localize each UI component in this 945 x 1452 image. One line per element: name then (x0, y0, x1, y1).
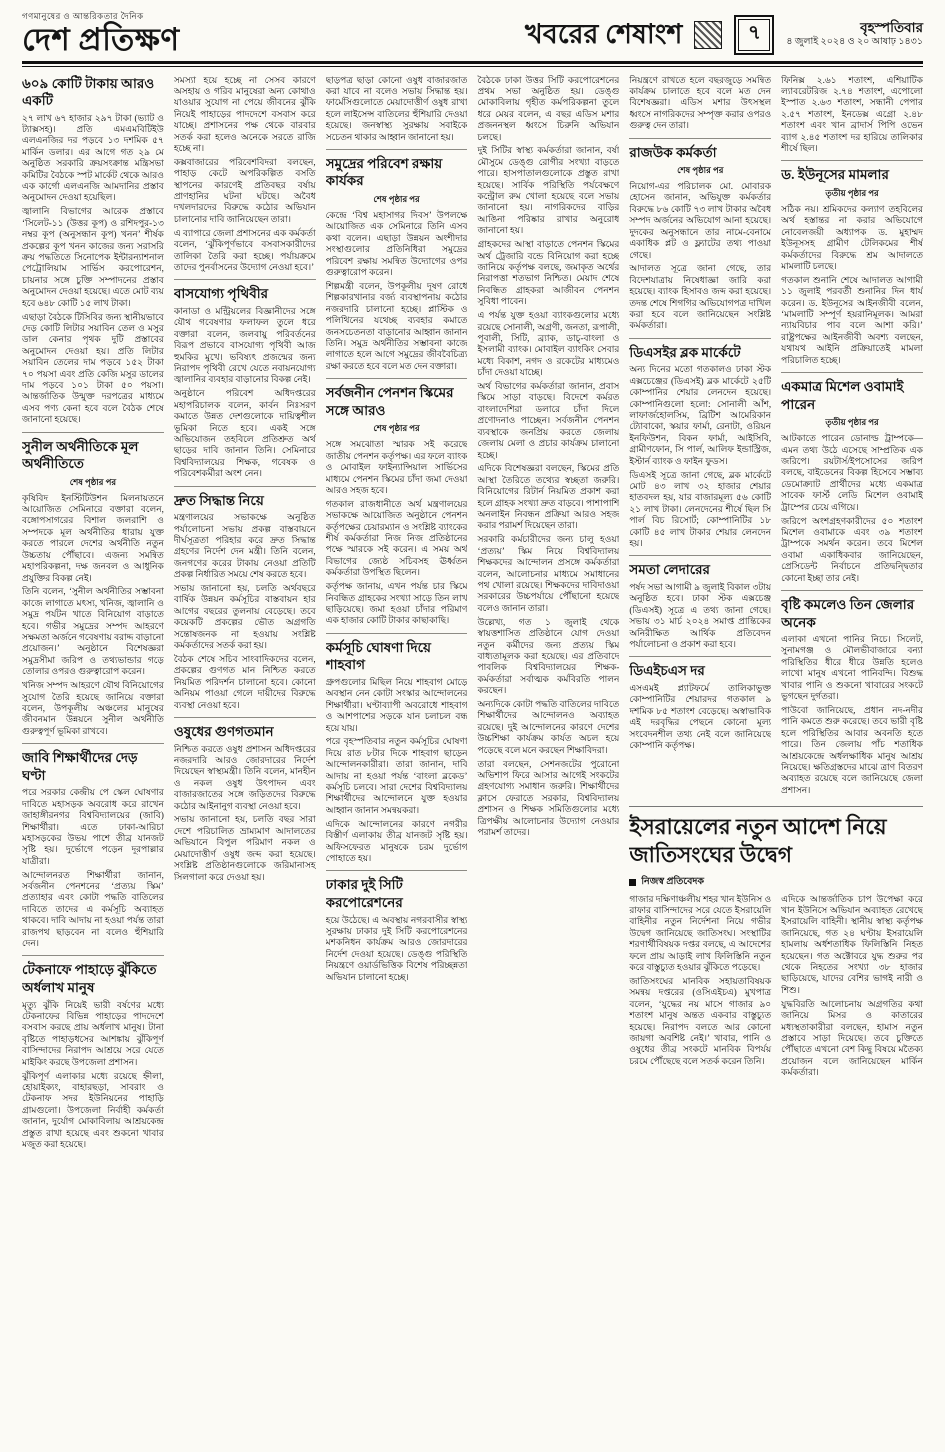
masthead (22, 12, 923, 64)
article-paragraph: গতকাল রাজধানীতে অর্থ মন্ত্রণালয়ের সভাকক্ষে আয়োজিত অনুষ্ঠানে পেনশন কর্তৃপক্ষের চেয়ারম্যান ও সংশ্লিষ্ট ব্যাংকের শীর্ষ কর্মকর্তারা নিজ নিজ প্রতিষ্ঠানের পক্ষে স্মারকে সই করেন। এ সময় অর্থ বিভাগের জ্যেষ্ঠ সচিবসহ ঊর্ধ্বতন কর্মকর্তারা উপস্থিত ছিলেন। (325, 498, 468, 578)
article (326, 75, 468, 143)
article (629, 656, 771, 751)
article-headline: জাবি শিক্ষার্থীদের দেড় ঘণ্টা (22, 750, 138, 783)
article (326, 149, 468, 372)
article-paragraph: মৃত্যু ঝুঁকি নিয়েই ভারী বর্ষণের মধ্যে টেকনাফের বিভিন্ন পাহাড়ের পাদদেশে বসবাস করছে প্রায় অর্ধলাখ মানুষ। টানা বৃষ্টিতে পাহাড়ধসের আশঙ্কায় ঝুঁকিপূর্ণ বাসিন্দাদের নিরাপদ আশ্রয়ে সরে যেতে মাইকিং করছে উপজেলা প্রশাসন। (22, 999, 164, 1067)
article-paragraph: জরিপে অংশগ্রহণকারীদের ৫০ শতাংশ মিশেল ওবামাকে এবং ৩৯ শতাংশ ট্রাম্পকে সমর্থন করেন। তবে মিশেল ওবামা একাধিকবার জানিয়েছেন, প্রেসিডেন্ট নির্বাচনে প্রতিদ্বন্দ্বিতার কোনো ইচ্ছা তার নেই। (781, 515, 923, 583)
article-headline: ওষুধের গুণগতমান (173, 724, 274, 739)
article (781, 75, 923, 155)
news-column-4 (477, 75, 619, 1417)
news-column-3 (326, 75, 468, 1417)
news-column-5 (629, 75, 771, 799)
news-column-1 (22, 75, 164, 1417)
article-headline: রাজউক কর্মকর্তা (629, 144, 717, 160)
paper-name: দেশ প্রতিক্ষণ (22, 21, 180, 57)
article-paragraph: সমস্যা হয়ে হচ্ছে না সেসব কারণে অসহায় ও গরিব মানুষেরা অন্য কোথাও যাওয়ার সুযোগ না পেয়ে জীবনের ঝুঁকি নিয়েই পাহাড়ের পাদদেশে বসবাস করে যাচ্ছে। প্রশাসনের পক্ষ থেকে বারবার সতর্ক করা হলেও অনেকে সরতে রাজি হচ্ছে না। (173, 74, 316, 153)
article-headline: ড. ইউনূসের মামলার (781, 167, 889, 183)
article (629, 138, 771, 332)
article-paragraph: বৈঠক শেষে সচিব সাংবাদিকদের বলেন, প্রকল্পের গুণগত মান নিশ্চিত করতে নিয়মিত পরিদর্শন চালানো হবে। কোনো অনিয়ম পাওয়া গেলে দায়ীদের বিরুদ্ধে ব্যবস্থা নেওয়া হবে। (173, 653, 316, 710)
news-column-6 (781, 75, 923, 799)
masthead-right (525, 15, 923, 55)
feature-article (629, 806, 923, 1417)
feature-paragraph: জাতিসংঘের মানবিক সহায়তাবিষয়ক সমন্বয় দপ্তরের (ওসিএইচএ) মুখপাত্র বলেন, ‘যুদ্ধের নয় মাসে গাজার ৯০ শতাংশ মানুষ অন্তত একবার বাস্তুচ্যুত হয়েছে। নিরাপদ বলতে আর কোনো জায়গা অবশিষ্ট নেই।’ খাবার, পানি ও ওষুধের তীব্র সংকটে মানবিক বিপর্যয় চরমে পৌঁছেছে বলে সতর্ক করেন তিনি। (629, 975, 772, 1066)
article-paragraph: সভায় জানানো হয়, চলতি অর্থবছরে বার্ষিক উন্নয়ন কর্মসূচির বাস্তবায়ন হার আগের বছরের তুলনায় বেড়েছে। তবে কয়েকটি প্রকল্পের ভৌত অগ্রগতি সন্তোষজনক না হওয়ায় সংশ্লিষ্ট কর্মকর্তাদের সতর্ক করা হয়। (173, 583, 316, 651)
article-headline: টেকনাফে পাহাড়ে ঝুঁকিতে অর্ধলাখ মানুষ (22, 962, 157, 996)
article-paragraph: এছাড়া বৈঠকে টিসিবির জন্য স্থানীয়ভাবে দেড় কোটি লিটার সয়াবিন তেল ও মসুর ডাল কেনার পৃথক দুটি প্রস্তাবের অনুমোদন দেওয়া হয়। প্রতি লিটার সয়াবিন তেলের দাম পড়বে ১৫২ টাকা ৭০ পয়সা এবং প্রতি কেজি মসুর ডালের দাম পড়বে ১০১ টাকা ৫০ পয়সা। আন্তর্জাতিক উন্মুক্ত দরপত্রের মাধ্যমে এসব পণ্য কেনা হবে বলে বৈঠক শেষে জানানো হয়েছে। (22, 311, 164, 425)
article (781, 160, 923, 366)
byline-marker-icon (629, 879, 636, 886)
article-paragraph: বৈঠকে ঢাকা উত্তর সিটি করপোরেশনের প্রথম সভা অনুষ্ঠিত হয়। ডেঙ্গু মোকাবিলায় গৃহীত কর্মপরিকল্পনা তুলে ধরে মেয়র বলেন, এ বছর এডিস মশার প্রজননস্থল ধ্বংসে চিরুনি অভিযান চলছে। (477, 74, 620, 142)
continuation-note: শেষ পৃষ্ঠার পর (373, 423, 420, 434)
article-headline: কর্মসূচি ঘোষণা দিয়ে শাহবাগ (325, 639, 431, 673)
article-paragraph: এলাকা এখনো পানির নিচে। সিলেট, সুনামগঞ্জ ও মৌলভীবাজারে বন্যা পরিস্থিতির ধীরে ধীরে উন্নতি হলেও লাখো মানুষ এখনো পানিবন্দি। বিশুদ্ধ খাবার পানি ও শুকনো খাবারের সংকটে ভুগছেন দুর্গতরা। (781, 634, 923, 702)
article (174, 486, 316, 711)
article-paragraph: তিনি বলেন, ‘সুনীল অর্থনীতির সম্ভাবনা কাজে লাগাতে মৎস্য, খনিজ, জ্বালানি ও সমুদ্র পর্যটন খাতে বিনিয়োগ বাড়াতে হবে। গভীর সমুদ্রের সম্পদ আহরণে সক্ষমতা অর্জনে গবেষণায় বরাদ্দ বাড়ানো প্রয়োজন।’ অনুষ্ঠানে বিশেষজ্ঞরা সমুদ্রসীমা জরিপ ও তথ্যভান্ডার গড়ে তোলার ওপরও গুরুত্বারোপ করেন। (22, 586, 164, 677)
article-headline: সমুদ্রের পরিবেশ রক্ষায় কার্যকর (325, 155, 443, 189)
article (174, 279, 316, 479)
page-number-box (734, 15, 774, 55)
article-paragraph: এদিকে আন্দোলনের কারণে নগরীর বিস্তীর্ণ এলাকায় তীব্র যানজট সৃষ্টি হয়। অফিসফেরত মানুষকে চরম দুর্ভোগ পোহাতে হয়। (325, 818, 468, 863)
article (326, 633, 468, 865)
article-paragraph: ফিনিক্স ২.৬১ শতাংশ, এশিয়াটিক ল্যাবরেটরিজ ২.৭৪ শতাংশ, এপোলো ইস্পাত ২.৬৩ শতাংশ, সন্ধানী পেপার ২.৫৭ শতাংশ, ইনডেক্স এগ্রো ২.৪৮ শতাংশ এবং খান ব্রাদার্স পিপি ওভেন ব্যাগ ২.৪৫ শতাংশ দর হারিয়ে তালিকার শীর্ষে ছিল। (781, 74, 923, 153)
article-paragraph: ছাড়পত্র ছাড়া কোনো ওষুধ বাজারজাত করা যাবে না বলেও সভায় সিদ্ধান্ত হয়। ফার্মেসিগুলোতে মেয়াদোত্তীর্ণ ওষুধ রাখা হলে লাইসেন্স বাতিলের হুঁশিয়ারি দেওয়া হয়েছে। জনস্বাস্থ্য সুরক্ষায় সবাইকে সচেতন থাকার আহ্বান জানানো হয়। (325, 74, 468, 142)
page-number: ৭ (747, 22, 761, 44)
article-headline: ৬০৯ কোটি টাকায় আরও একটি (22, 75, 155, 109)
article-paragraph: আদালত সূত্রে জানা গেছে, তার বিদেশযাত্রায় নিষেধাজ্ঞা জারি করা হয়েছে। ব্যাংক হিসাবও জব্দ করা হয়েছে। তদন্ত শেষে শিগগির অভিযোগপত্র দাখিল করা হবে বলে জানিয়েছেন সংশ্লিষ্ট কর্মকর্তারা। (629, 263, 772, 331)
continuation-note: শেষ পৃষ্ঠার পর (677, 165, 724, 176)
article-paragraph: গতকাল শুনানি শেষে আদালত আগামী ১১ জুলাই পরবর্তী শুনানির দিন ধার্য করেন। ড. ইউনূসের আইনজীবী বলেন, ‘মামলাটি সম্পূর্ণ হয়রানিমূলক। আমরা ন্যায়বিচার পাব বলে আশা করি।’ রাষ্ট্রপক্ষের আইনজীবী অবশ্য বলছেন, যথাযথ আইনি প্রক্রিয়াতেই মামলা পরিচালিত হচ্ছে। (781, 274, 923, 365)
date-line: ৪ জুলাই ২০২৪ ও ২০ আষাঢ় ১৪৩১ (786, 37, 923, 47)
article-paragraph: নিয়োগ-এর পরিচালক মো. মোবারক হোসেন জানান, অভিযুক্ত কর্মকর্তার বিরুদ্ধে ৮৬ কোটি ৭৩ লাখ টাকার অবৈধ সম্পদ অর্জনের অভিযোগ আনা হয়েছে। দুদকের অনুসন্ধানে তার নামে-বেনামে একাধিক প্লট ও ফ্ল্যাটের তথ্য পাওয়া গেছে। (629, 181, 772, 260)
article-paragraph: অর্থ বিভাগের কর্মকর্তারা জানান, প্রবাস স্কিমে সাড়া বাড়ছে। বিদেশে কর্মরত বাংলাদেশিরা ডলারে চাঁদা দিলে প্রণোদনাও পাচ্ছেন। সর্বজনীন পেনশন ব্যবস্থাকে জনপ্রিয় করতে জেলায় জেলায় মেলা ও প্রচার কার্যক্রম চালানো হচ্ছে। (477, 381, 620, 460)
article-paragraph: পরে বৃহস্পতিবার নতুন কর্মসূচির ঘোষণা দিয়ে রাত ৮টার দিকে শাহবাগ ছাড়েন আন্দোলনকারীরা। তারা জানান, দাবি আদায় না হওয়া পর্যন্ত ‘বাংলা ব্লকেড’ কর্মসূচি চলবে। সারা দেশের বিশ্ববিদ্যালয় শিক্ষার্থীদের আন্দোলনে যুক্ত হওয়ার আহ্বান জানান সমন্বয়করা। (325, 736, 468, 815)
article-headline: ডিএসইর ব্লক মার্কেটে (629, 344, 741, 360)
feature-paragraph: এদিকে আন্তর্জাতিক চাপ উপেক্ষা করে খান ইউনিসে অভিযান অব্যাহত রেখেছে ইসরায়েলি বাহিনী। স্থানীয় স্বাস্থ্য কর্তৃপক্ষ জানিয়েছে, গত ২৪ ঘণ্টায় ইসরায়েলি হামলায় অর্ধশতাধিক ফিলিস্তিনি নিহত হয়েছেন। গত অক্টোবরে যুদ্ধ শুরুর পর থেকে নিহতের সংখ্যা ৩৮ হাজার ছাড়িয়েছে, যাদের বেশির ভাগই নারী ও শিশু। (781, 893, 923, 995)
article (174, 75, 316, 274)
article (781, 372, 923, 584)
continuation-note: শেষ পৃষ্ঠার পর (373, 194, 420, 205)
article-headline: সুনীল অর্থনীতিকে মূল অর্থনীতিতে (22, 438, 139, 472)
weekday-label: বৃহস্পতিবার (860, 20, 923, 36)
article-paragraph: খনিজ সম্পদ আহরণে যৌথ বিনিয়োগের সুযোগ তৈরি হয়েছে জানিয়ে বক্তারা বলেন, উপকূলীয় অঞ্চলের মানুষের জীবনমান উন্নয়নে সুনীল অর্থনীতি গুরুত্বপূর্ণ ভূমিকা রাখবে। (22, 680, 164, 736)
page-body (22, 66, 923, 1417)
article (326, 870, 468, 983)
article-paragraph: তারা বলছেন, সেশনজটের পুরোনো অভিশাপ ফিরে আসার আগেই সংকটের গ্রহণযোগ্য সমাধান জরুরি। শিক্ষার্থীদের ক্লাসে ফেরাতে সরকার, বিশ্ববিদ্যালয় প্রশাসন ও শিক্ষক সমিতিগুলোর মধ্যে ত্রিপক্ষীয় আলোচনার উদ্যোগ নেওয়ার পরামর্শ তাদের। (477, 758, 620, 837)
article-paragraph: পর্ষদ সভা আগামী ৯ জুলাই বিকাল ৩টায় অনুষ্ঠিত হবে। ঢাকা স্টক এক্সচেঞ্জ (ডিএসই) সূত্রে এ তথ্য জানা গেছে। সভায় ৩১ মার্চ ২০২৪ সমাপ্ত প্রান্তিকের অনিরীক্ষিত আর্থিক প্রতিবেদন পর্যালোচনা ও প্রকাশ করা হবে। (629, 581, 772, 649)
article-paragraph: জ্বালানি বিভাগের আরেক প্রস্তাবে ‘সিলেট-১১ (উত্তর কূপ) ও রশিদপুর-১৩ নম্বর কূপ (অনুসন্ধান কূপ) খনন’ শীর্ষক প্রকল্পের কূপ খনন কাজের জন্য সরাসরি ক্রয় পদ্ধতিতে সিনোপেক ইন্টারন্যাশনাল পেট্রোলিয়াম সার্ভিস করপোরেশন, চায়নার সঙ্গে চুক্তি সম্পাদনের প্রস্তাব অনুমোদন দেওয়া হয়েছে। এতে মোট ব্যয় হবে ৬৪৮ কোটি ১৫ লাখ টাকা। (22, 206, 164, 308)
article-paragraph: নিশ্চিত করতে ওষুধ প্রশাসন অধিদপ্তরের নজরদারি আরও জোরদারের নির্দেশ দিয়েছেন স্বাস্থ্যমন্ত্রী। তিনি বলেন, মানহীন ও নকল ওষুধ উৎপাদন এবং বাজারজাতের সঙ্গে জড়িতদের বিরুদ্ধে কঠোর আইনানুগ ব্যবস্থা নেওয়া হবে। (173, 743, 316, 811)
date-block (786, 20, 923, 49)
article (629, 75, 771, 132)
article-paragraph: পরে সরকার কেন্দ্রীয় পে স্কেল ঘোষণার দাবিতে মহাসড়ক অবরোধ করে রাখেন জাহাঙ্গীরনগর বিশ্ববিদ্যালয়ের (জাবি) শিক্ষার্থীরা। এতে ঢাকা-আরিচা মহাসড়কের উভয় পাশে তীব্র যানজট সৃষ্টি হয়। দুর্ভোগে পড়েন দূরপাল্লার যাত্রীরা। (22, 787, 164, 866)
masthead-tagline: গণমানুষের ও আন্তরিকতার দৈনিক (22, 11, 144, 21)
article (629, 555, 771, 650)
article (22, 743, 164, 949)
article-paragraph: উল্লেখ্য, গত ১ জুলাই থেকে স্বায়ত্তশাসিত প্রতিষ্ঠানে যোগ দেওয়া নতুন কর্মীদের জন্য প্রত্যয় স্কিম বাধ্যতামূলক করা হয়েছে। এর প্রতিবাদে পাবলিক বিশ্ববিদ্যালয়ের শিক্ষক-কর্মকর্তারা সর্বাত্মক কর্মবিরতি পালন করছেন। (477, 616, 620, 696)
article (22, 432, 164, 738)
article-paragraph: অনুষ্ঠানে পরিবেশ অধিদপ্তরের মহাপরিচালক বলেন, কার্বন নিঃসরণ কমাতে উন্নত দেশগুলোকে দায়িত্বশীল ভূমিকা নিতে হবে। একই সঙ্গে অভিযোজন তহবিলে প্রতিশ্রুত অর্থ ছাড়ের দাবি জানান তিনি। সেমিনারে বিশ্ববিদ্যালয়ের শিক্ষক, গবেষক ও পরিবেশকর্মীরা অংশ নেন। (173, 388, 316, 479)
article-headline: ডিএইচএস দর (629, 663, 705, 679)
feature-body (629, 894, 923, 1079)
article-paragraph: সরকারি কর্মচারীদের জন্য চালু হওয়া ‘প্রত্যয়’ স্কিম নিয়ে বিশ্ববিদ্যালয় শিক্ষকদের আন্দোলন প্রসঙ্গে কর্মকর্তারা বলেন, আলোচনার মাধ্যমে সমাধানের পথ খোলা রয়েছে। শিক্ষকদের দাবিদাওয়া সরকারের উচ্চপর্যায়ে পৌঁছানো হয়েছে বলেও জানান তারা। (477, 534, 620, 613)
section-ornament-icon (694, 21, 722, 49)
brand-block (22, 12, 180, 55)
feature-byline-row (629, 875, 923, 890)
article-paragraph: সভায় জানানো হয়, চলতি বছর সারা দেশে পরিচালিত ভ্রাম্যমাণ আদালতের অভিযানে বিপুল পরিমাণ নকল ও মেয়াদোত্তীর্ণ ওষুধ জব্দ করা হয়েছে। সংশ্লিষ্ট প্রতিষ্ঠানগুলোকে জরিমানাসহ সিলগালা করে দেওয়া হয়। (173, 814, 316, 882)
feature-paragraph: গাজার দক্ষিণাঞ্চলীয় শহর খান ইউনিস ও রাফার বাসিন্দাদের সরে যেতে ইসরায়েলি বাহিনীর নতুন নির্দেশনা নিয়ে গভীর উদ্বেগ জানিয়েছে জাতিসংঘ। সংস্থাটির শরণার্থীবিষয়ক দপ্তর বলছে, এ আদেশের ফলে প্রায় আড়াই লাখ ফিলিস্তিনি নতুন করে বাস্তুচ্যুত হওয়ার ঝুঁকিতে পড়েছে। (629, 893, 772, 973)
article-headline: একমাত্র মিশেল ওবামাই পারেন (781, 379, 904, 412)
continuation-note: তৃতীয় পৃষ্ঠার পর (825, 417, 879, 428)
article-paragraph: গ্রুপগুলোর মিছিল নিয়ে শাহবাগ মোড়ে অবস্থান নেন কোটা সংস্কার আন্দোলনের শিক্ষার্থীরা। ঘণ্টাব্যাপী অবরোধে শাহবাগ ও আশপাশের সড়কে যান চলাচল বন্ধ হয়ে যায়। (325, 676, 468, 733)
continuation-note: শেষ পৃষ্ঠার পর (69, 476, 117, 487)
article (174, 717, 316, 883)
article-paragraph: গ্রাহকদের আস্থা বাড়াতে পেনশন স্কিমের অর্থ ট্রেজারি বন্ডে বিনিয়োগ করা হচ্ছে জানিয়ে কর্তৃপক্ষ বলছে, জমাকৃত অর্থের নিরাপত্তা শতভাগ নিশ্চিত। মেয়াদ শেষে নিবন্ধিত গ্রাহকরা আজীবন পেনশন সুবিধা পাবেন। (477, 239, 620, 307)
article-paragraph: এদিকে বিশেষজ্ঞরা বলছেন, স্কিমের প্রতি আস্থা তৈরিতে তথ্যের স্বচ্ছতা জরুরি। বিনিয়োগের রিটার্ন নিয়মিত প্রকাশ করা হলে গ্রাহক সংখ্যা দ্রুত বাড়বে। পাশাপাশি অনলাইন নিবন্ধন প্রক্রিয়া আরও সহজ করার পরামর্শ দিয়েছেন তারা। (477, 463, 620, 531)
article-paragraph: আটকাতে পারেন ডোনাল্ড ট্রাম্পকে— এমন তথ্য উঠে এসেছে সাম্প্রতিক এক জরিপে। রয়টার্স/ইপসোসের জরিপ বলছে, বাইডেনের বিকল্প হিসেবে সম্ভাব্য ডেমোক্র্যাট প্রার্থীদের মধ্যে একমাত্র সাবেক ফার্স্ট লেডি মিশেল ওবামাই ট্রাম্পের চেয়ে এগিয়ে। (781, 433, 923, 512)
article (22, 75, 164, 426)
article-paragraph: অন্য দিনের মতো গতকালও ঢাকা স্টক এক্সচেঞ্জের (ডিএসই) ব্লক মার্কেটে ২৫টি কোম্পানির শেয়ার লেনদেন হয়েছে। কোম্পানিগুলো হলো: সোনালী আঁশ, লাফার্জহোলসিম, ব্রিটিশ আমেরিকান ট্যোবাকো, স্কয়ার ফার্মা, রেনাটা, ওরিয়ন ইনফিউশন, বিকন ফার্মা, আইসিবি, গ্রামীণফোন, সি পার্ল, আলিফ ইন্ডাস্ট্রিজ, ইস্টার্ন ব্যাংক ও ফাইন ফুডস। (629, 364, 772, 466)
article (477, 75, 619, 839)
feature-byline: নিজস্ব প্রতিবেদক (641, 876, 705, 887)
article-headline: ঢাকার দুই সিটি করপোরেশনের (325, 877, 403, 910)
article-paragraph: ঝুঁকিপূর্ণ এলাকার মধ্যে রয়েছে হ্নীলা, হোয়াইক্যং, বাহারছড়া, সাবরাং ও টেকনাফ সদর ইউনিয়নের পাহাড়ি গ্রামগুলো। উপজেলা নির্বাহী কর্মকর্তা জানান, দুর্যোগ মোকাবিলায় আশ্রয়কেন্দ্র প্রস্তুত রাখা হয়েছে এবং শুকনো খাবার মজুত করা হয়েছে। (22, 1070, 164, 1149)
article-paragraph: এ ব্যাপারে জেলা প্রশাসনের এক কর্মকর্তা বলেন, ‘ঝুঁকিপূর্ণভাবে বসবাসকারীদের তালিকা তৈরি করা হচ্ছে। পর্যায়ক্রমে তাদের পুনর্বাসনের উদ্যোগ নেওয়া হবে।’ (173, 227, 316, 272)
article-paragraph: মন্ত্রণালয়ের সভাকক্ষে অনুষ্ঠিত পর্যালোচনা সভায় প্রকল্প বাস্তবায়নে দীর্ঘসূত্রতা পরিহার করে দ্রুত সিদ্ধান্ত গ্রহণের নির্দেশ দেন মন্ত্রী। তিনি বলেন, জনগণের করের টাকায় নেওয়া প্রতিটি প্রকল্প নির্ধারিত সময়ে শেষ করতে হবে। (173, 512, 316, 580)
article-paragraph: অন্যদিকে কোটা পদ্ধতি বাতিলের দাবিতে শিক্ষার্থীদের আন্দোলনও অব্যাহত রয়েছে। দুই আন্দোলনের কারণে দেশের উচ্চশিক্ষা কার্যক্রম কার্যত অচল হয়ে পড়েছে বলে মনে করছেন শিক্ষাবিদরা। (477, 699, 620, 755)
article (781, 590, 923, 796)
article-headline: বাসযোগ্য পৃথিবীর (173, 286, 268, 302)
article-headline: সর্বজনীন পেনশন স্কিমের সঙ্গে আরও (325, 385, 454, 418)
article-paragraph: হয়ে উঠেছে। এ অবস্থায় নগরবাসীর স্বাস্থ্য সুরক্ষায় ঢাকার দুই সিটি করপোরেশনের মশকনিধন কার্যক্রম আরও জোরদারের নির্দেশ দেওয়া হয়েছে। ডেঙ্গু পরিস্থিতি নিয়ন্ত্রণে ওয়ার্ডভিত্তিক বিশেষ পরিচ্ছন্নতা অভিযান চালানো হচ্ছে। (325, 914, 468, 982)
article (326, 378, 468, 627)
article-paragraph: আন্দোলনরত শিক্ষার্থীরা জানান, সর্বজনীন পেনশনের ‘প্রত্যয় স্কিম’ প্রত্যাহার এবং কোটা পদ্ধতি বাতিলের দাবিতে তাদের এ কর্মসূচি অব্যাহত থাকবে। দাবি আদায় না হওয়া পর্যন্ত তারা রাজপথ ছাড়বেন না বলেও হুঁশিয়ারি দেন। (22, 869, 164, 949)
article-paragraph: কক্সবাজারের পরিবেশবিদরা বলছেন, পাহাড় কেটে অপরিকল্পিত বসতি স্থাপনের কারণেই প্রতিবছর বর্ষায় প্রাণহানির ঘটনা ঘটছে। অবৈধ দখলদারদের বিরুদ্ধে কঠোর অভিযান চালানোর দাবি জানিয়েছেন তারা। (173, 156, 316, 224)
article-headline: বৃষ্টি কমলেও তিন জেলার অনেক (781, 596, 915, 630)
article-paragraph: সঠিক নয়। শ্রমিকদের কল্যাণ তহবিলের অর্থ হস্তান্তর না করার অভিযোগে নোবেলজয়ী অধ্যাপক ড. মুহাম্মদ ইউনূসসহ গ্রামীণ টেলিকমের শীর্ষ কর্মকর্তাদের বিরুদ্ধে শ্রম আদালতে মামলাটি চলছে। (781, 203, 923, 271)
article-paragraph: কর্তৃপক্ষ জানায়, এখন পর্যন্ত চার স্কিমে নিবন্ধিত গ্রাহকের সংখ্যা সাড়ে তিন লাখ ছাড়িয়েছে। জমা হওয়া চাঁদার পরিমাণ এক হাজার কোটি টাকার কাছাকাছি। (325, 581, 468, 626)
article-paragraph: কানাডা ও মন্ট্রিয়লের বিজ্ঞানীদের সঙ্গে যৌথ গবেষণার ফলাফল তুলে ধরে বক্তারা বলেন, জলবায়ু পরিবর্তনের বিরূপ প্রভাবে বাসযোগ্য পৃথিবী আজ হুমকির মুখে। ভবিষ্যৎ প্রজন্মের জন্য নিরাপদ পৃথিবী রেখে যেতে নবায়নযোগ্য জ্বালানির ব্যবহার বাড়ানোর বিকল্প নেই। (173, 305, 316, 385)
feature-headline: ইসরায়েলের নতুন আদেশ নিয়ে জাতিসংঘের উদ্বেগ (629, 814, 887, 867)
article-paragraph: ২৭ লাখ ৬৭ হাজার ২৯৭ টাকা (ভ্যাট ও ট্যাক্সসহ)। প্রতি এমএমবিটিইউ এলএনজির দর পড়বে ১৩ দশমিক ৫৭ মার্কিন ডলার। এর আগে গত ২৯ মে অনুষ্ঠিত সরকারি ক্রয়সংক্রান্ত মন্ত্রিসভা কমিটির বৈঠকে স্পট মার্কেট থেকে আরও এক কার্গো এলএনজি আমদানির প্রস্তাব অনুমোদন দেওয়া হয়েছিল। (22, 112, 164, 203)
article-headline: দ্রুত সিদ্ধান্ত নিয়ে (173, 492, 264, 508)
article-paragraph: এসএমই প্ল্যাটফর্মে তালিকাভুক্ত কোম্পানিটির শেয়ারদর গতকাল ৯ দশমিক ৮৫ শতাংশ বেড়েছে। অস্বাভাবিক এই দরবৃদ্ধির পেছনে কোনো মূল্য সংবেদনশীল তথ্য নেই বলে জানিয়েছে কোম্পানি কর্তৃপক্ষ। (629, 682, 772, 750)
article-paragraph: নিয়ন্ত্রণে রাখতে হলে বছরজুড়ে সমন্বিত কার্যক্রম চালাতে হবে বলে মত দেন বিশেষজ্ঞরা। এডিস মশার উৎসস্থল ধ্বংসে নাগরিকদের সম্পৃক্ত করার ওপরও গুরুত্ব দেন তারা। (629, 74, 772, 131)
article-paragraph: কৃষিবিদ ইনস্টিটিউশন মিলনায়তনে আয়োজিত সেমিনারে বক্তারা বলেন, বঙ্গোপসাগরের বিশাল জলরাশি ও সম্পদকে মূল অর্থনীতির ধারায় যুক্ত করতে পারলে দেশের অর্থনীতি নতুন উচ্চতায় পৌঁছাবে। এজন্য সমন্বিত মহাপরিকল্পনা, দক্ষ জনবল ও আধুনিক প্রযুক্তির বিকল্প নেই। (22, 492, 164, 583)
article-paragraph: কেন্দ্রে ‘বিশ্ব মহাসাগর দিবস’ উপলক্ষে আয়োজিত এক সেমিনারে তিনি এসব কথা বলেন। এছাড়া উন্নয়ন অংশীদার সংস্থাগুলোর প্রতিনিধিরা সমুদ্রের পরিবেশ রক্ষায় সমন্বিত উদ্যোগের ওপর গুরুত্বারোপ করেন। (325, 210, 468, 278)
news-column-2 (174, 75, 316, 1417)
continuation-note: তৃতীয় পৃষ্ঠার পর (825, 187, 879, 198)
article (629, 338, 771, 550)
right-section (629, 75, 923, 1417)
article-paragraph: ডিএসই সূত্রে জানা গেছে, ব্লক মার্কেটে মোট ৪৩ লাখ ৩২ হাজার শেয়ার হাতবদল হয়, যার বাজারমূল্য ৫৬ কোটি ২১ লাখ টাকা। লেনদেনের শীর্ষে ছিল সি পার্ল বিচ রিসোর্ট; কোম্পানিটির ১৮ কোটি ৪৫ লাখ টাকার শেয়ার লেনদেন হয়। (629, 469, 772, 548)
right-top-columns (629, 75, 923, 799)
article-paragraph: শিল্পমন্ত্রী বলেন, উপকূলীয় দূষণ রোধে শিল্পকারখানার বর্জ্য ব্যবস্থাপনায় কঠোর নজরদারি চালানো হচ্ছে। প্লাস্টিক ও পলিথিনের যথেচ্ছ ব্যবহার কমাতে জনসচেতনতা বাড়ানোর আহ্বান জানান তিনি। সমুদ্র অর্থনীতির সম্ভাবনা কাজে লাগাতে হলে আগে সমুদ্রের জীববৈচিত্র্য রক্ষা করতে হবে বলে মত দেন বক্তারা। (325, 280, 468, 371)
section-title: খবরের শেষাংশ (525, 19, 683, 49)
article (22, 955, 164, 1150)
article-paragraph: পাউবো জানিয়েছে, প্রধান নদ-নদীর পানি কমতে শুরু করেছে। তবে ভারী বৃষ্টি হলে পরিস্থিতির আবার অবনতি হতে পারে। তিন জেলায় পাঁচ শতাধিক আশ্রয়কেন্দ্রে অর্ধলক্ষাধিক মানুষ আশ্রয় নিয়েছে। ক্ষতিগ্রস্তদের মাঝে ত্রাণ বিতরণ অব্যাহত রয়েছে বলে জানিয়েছে জেলা প্রশাসন। (781, 704, 923, 795)
article-paragraph: দুই সিটির স্বাস্থ্য কর্মকর্তারা জানান, বর্ষা মৌসুমে ডেঙ্গু রোগীর সংখ্যা বাড়তে পারে। হাসপাতালগুলোকে প্রস্তুত রাখা হয়েছে। সার্বিক পরিস্থিতি পর্যবেক্ষণে কন্ট্রোল রুম খোলা হয়েছে বলে সভায় জানানো হয়। নাগরিকদের বাড়ির আঙিনা পরিষ্কার রাখার অনুরোধ জানানো হয়। (477, 145, 620, 236)
article-paragraph: এ পর্যন্ত যুক্ত হওয়া ব্যাংকগুলোর মধ্যে রয়েছে সোনালী, অগ্রণী, জনতা, রূপালী, পূবালী, সিটি, ব্র্যাক, ডাচ্-বাংলা ও ইসলামী ব্যাংক। মোবাইল ব্যাংকিং সেবার মধ্যে বিকাশ, নগদ ও রকেটের মাধ্যমেও চাঁদা দেওয়া যাচ্ছে। (477, 310, 620, 378)
feature-paragraph: যুদ্ধবিরতি আলোচনায় অগ্রগতির কথা জানিয়ে মিসর ও কাতারের মধ্যস্থতাকারীরা বলছেন, হামাস নতুন প্রস্তাবে সাড়া দিয়েছে। তবে চুক্তিতে পৌঁছাতে এখনো বেশ কিছু বিষয়ে মতৈক্য প্রয়োজন বলে জানিয়েছেন মার্কিন কর্মকর্তারা। (781, 998, 923, 1078)
article-paragraph: সঙ্গে সমঝোতা স্মারক সই করেছে জাতীয় পেনশন কর্তৃপক্ষ। এর ফলে ব্যাংক ও মোবাইল ফাইন্যান্সিয়াল সার্ভিসের মাধ্যমে পেনশন স্কিমের চাঁদা জমা দেওয়া আরও সহজ হবে। (325, 439, 468, 495)
article-headline: সমতা লেদারের (629, 562, 710, 578)
